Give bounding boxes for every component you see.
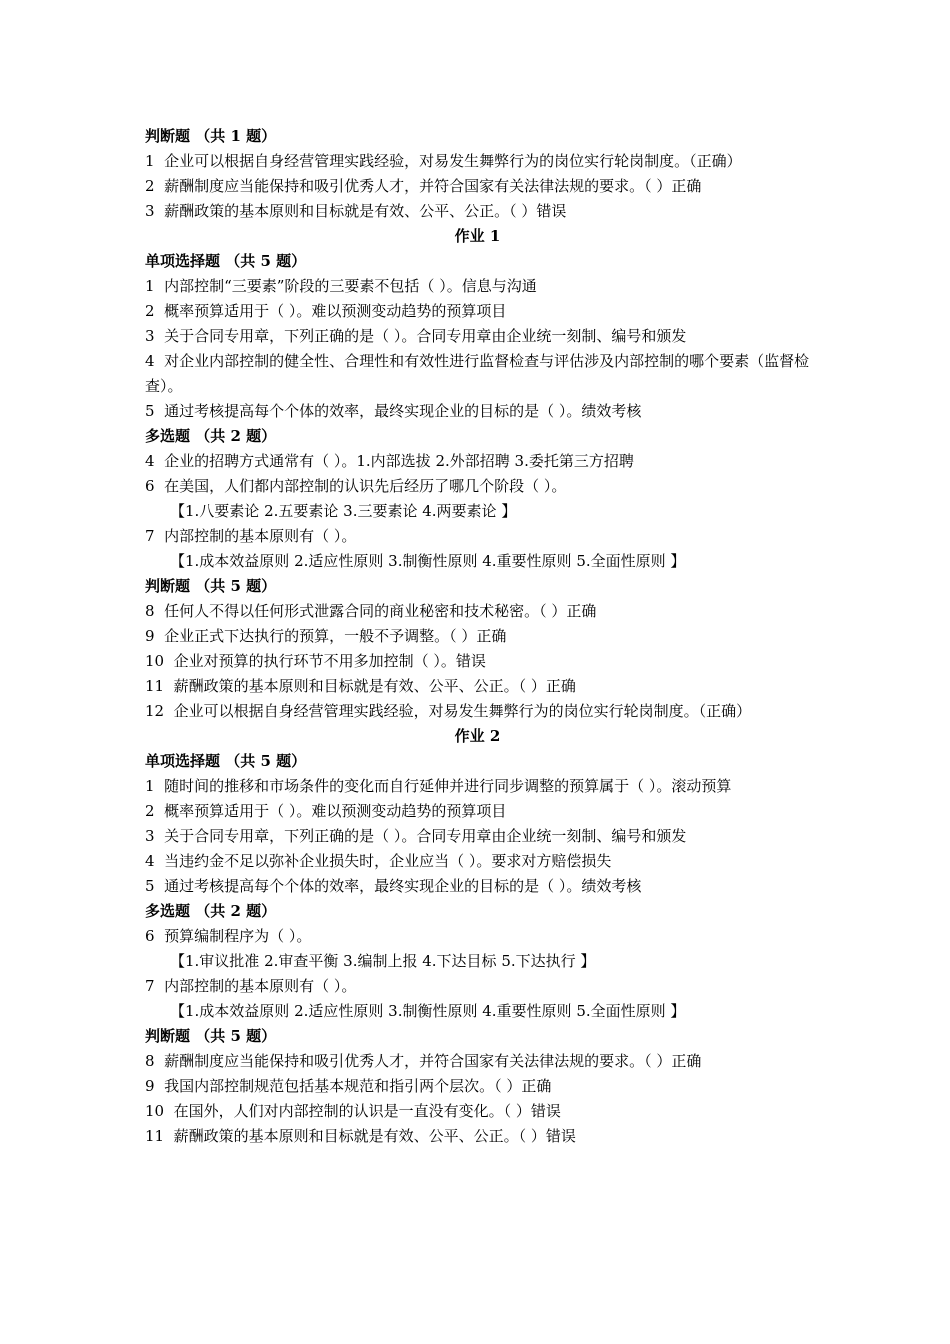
- question-text: 企业正式下达执行的预算，一般不予调整。（ ）正确: [164, 627, 507, 645]
- answer-options: 【1.成本效益原则 2.适应性原则 3.制衡性原则 4.重要性原则 5.全面性原则 】: [170, 1002, 686, 1020]
- question-number: 6: [145, 927, 165, 945]
- question-number: 3: [145, 202, 165, 220]
- question-text: 内部控制的基本原则有（ ）。: [164, 527, 357, 545]
- question-text: 关于合同专用章，下列正确的是（ ）。合同专用章由企业统一刻制、编号和颁发: [164, 827, 687, 845]
- assignment-title: 作业 1: [454, 227, 501, 245]
- question-number: 4: [145, 352, 165, 370]
- question-text: 通过考核提高每个个体的效率，最终实现企业的目标的是（ ）。绩效考核: [164, 402, 642, 420]
- question-number: 9: [145, 627, 165, 645]
- question-item: [145, 649, 810, 674]
- question-text: 对企业内部控制的健全性、合理性和有效性进行监督检查与评估涉及内部控制的哪个要素（监督检查）。: [145, 352, 810, 395]
- question-number: 5: [145, 877, 165, 895]
- question-text: 薪酬政策的基本原则和目标就是有效、公平、公正。（ ）正确: [173, 677, 576, 695]
- question-item: [145, 849, 810, 874]
- question-item: [145, 174, 810, 199]
- question-number: 5: [145, 402, 165, 420]
- question-text: 薪酬政策的基本原则和目标就是有效、公平、公正。（ ）错误: [173, 1127, 576, 1145]
- question-item: [145, 699, 810, 724]
- question-text: 企业对预算的执行环节不用多加控制（ ）。错误: [173, 652, 486, 670]
- question-item: [145, 924, 810, 949]
- question-number: 12: [145, 702, 174, 720]
- question-item: [145, 274, 810, 299]
- question-item: [145, 1124, 810, 1149]
- question-text: 概率预算适用于（ ）。难以预测变动趋势的预算项目: [164, 802, 507, 820]
- question-text: 内部控制的基本原则有（ ）。: [164, 977, 357, 995]
- question-item: [145, 974, 810, 999]
- question-number: 10: [145, 652, 174, 670]
- question-number: 11: [145, 1127, 174, 1145]
- question-text: 在国外，人们对内部控制的认识是一直没有变化。（ ）错误: [173, 1102, 561, 1120]
- question-text: 随时间的推移和市场条件的变化而自行延伸并进行同步调整的预算属于（ ）。滚动预算: [164, 777, 732, 795]
- question-number: 10: [145, 1102, 174, 1120]
- question-item: [145, 599, 810, 624]
- question-text: 薪酬制度应当能保持和吸引优秀人才，并符合国家有关法律法规的要求。（ ）正确: [164, 1052, 702, 1070]
- question-text: 企业可以根据自身经营管理实践经验，对易发生舞弊行为的岗位实行轮岗制度。（正确）: [164, 152, 742, 170]
- question-item: [145, 624, 810, 649]
- question-number: 4: [145, 452, 165, 470]
- question-item: [145, 524, 810, 549]
- question-item: [145, 199, 810, 224]
- question-item: [145, 799, 810, 824]
- question-number: 7: [145, 527, 165, 545]
- question-number: 3: [145, 327, 165, 345]
- question-text: 关于合同专用章，下列正确的是（ ）。合同专用章由企业统一刻制、编号和颁发: [164, 327, 687, 345]
- question-number: 11: [145, 677, 174, 695]
- question-text: 企业可以根据自身经营管理实践经验，对易发生舞弊行为的岗位实行轮岗制度。（正确）: [173, 702, 752, 720]
- question-text: 在美国，人们都内部控制的认识先后经历了哪几个阶段（ ）。: [164, 477, 567, 495]
- question-number: 1: [145, 777, 165, 795]
- question-text: 内部控制“三要素”阶段的三要素不包括（ ）。信息与沟通: [164, 277, 537, 295]
- question-number: 8: [145, 602, 165, 620]
- question-number: 1: [145, 152, 165, 170]
- assignment-title: 作业 2: [454, 727, 501, 745]
- question-item: [145, 824, 810, 849]
- question-item: [145, 399, 810, 424]
- question-item: [145, 449, 810, 474]
- question-text: 薪酬政策的基本原则和目标就是有效、公平、公正。（ ）错误: [164, 202, 567, 220]
- section-heading: 多选题 （共 2 题）: [145, 902, 277, 920]
- question-item: [145, 1049, 810, 1074]
- question-number: 7: [145, 977, 165, 995]
- section-heading: 判断题 （共 1 题）: [145, 127, 277, 145]
- question-item: [145, 149, 810, 174]
- document-content: [145, 124, 810, 1149]
- question-number: 8: [145, 1052, 165, 1070]
- question-item: [145, 1099, 810, 1124]
- answer-options: 【1.成本效益原则 2.适应性原则 3.制衡性原则 4.重要性原则 5.全面性原则 】: [170, 552, 686, 570]
- question-number: 2: [145, 177, 165, 195]
- answer-options: 【1.八要素论 2.五要素论 3.三要素论 4.两要素论 】: [170, 502, 517, 520]
- question-number: 9: [145, 1077, 165, 1095]
- question-text: 任何人不得以任何形式泄露合同的商业秘密和技术秘密。（ ）正确: [164, 602, 597, 620]
- question-item: [145, 349, 810, 399]
- question-text: 概率预算适用于（ ）。难以预测变动趋势的预算项目: [164, 302, 507, 320]
- question-item: [145, 474, 810, 499]
- question-number: 1: [145, 277, 165, 295]
- question-text: 我国内部控制规范包括基本规范和指引两个层次。（ ）正确: [164, 1077, 552, 1095]
- question-text: 企业的招聘方式通常有（ ）。1.内部选拔 2.外部招聘 3.委托第三方招聘: [164, 452, 634, 470]
- section-heading: 单项选择题 （共 5 题）: [145, 752, 307, 770]
- question-number: 6: [145, 477, 165, 495]
- question-text: 通过考核提高每个个体的效率，最终实现企业的目标的是（ ）。绩效考核: [164, 877, 642, 895]
- question-item: [145, 324, 810, 349]
- question-number: 2: [145, 302, 165, 320]
- question-item: [145, 1074, 810, 1099]
- question-text: 薪酬制度应当能保持和吸引优秀人才，并符合国家有关法律法规的要求。（ ）正确: [164, 177, 702, 195]
- section-heading: 判断题 （共 5 题）: [145, 1027, 277, 1045]
- question-item: [145, 774, 810, 799]
- question-number: 4: [145, 852, 165, 870]
- question-item: [145, 874, 810, 899]
- answer-options: 【1.审议批准 2.审查平衡 3.编制上报 4.下达目标 5.下达执行 】: [170, 952, 596, 970]
- question-text: 当违约金不足以弥补企业损失时，企业应当（ ）。要求对方赔偿损失: [164, 852, 612, 870]
- question-item: [145, 674, 810, 699]
- section-heading: 单项选择题 （共 5 题）: [145, 252, 307, 270]
- question-number: 2: [145, 802, 165, 820]
- question-text: 预算编制程序为（ ）。: [164, 927, 312, 945]
- section-heading: 多选题 （共 2 题）: [145, 427, 277, 445]
- question-number: 3: [145, 827, 165, 845]
- question-item: [145, 299, 810, 324]
- section-heading: 判断题 （共 5 题）: [145, 577, 277, 595]
